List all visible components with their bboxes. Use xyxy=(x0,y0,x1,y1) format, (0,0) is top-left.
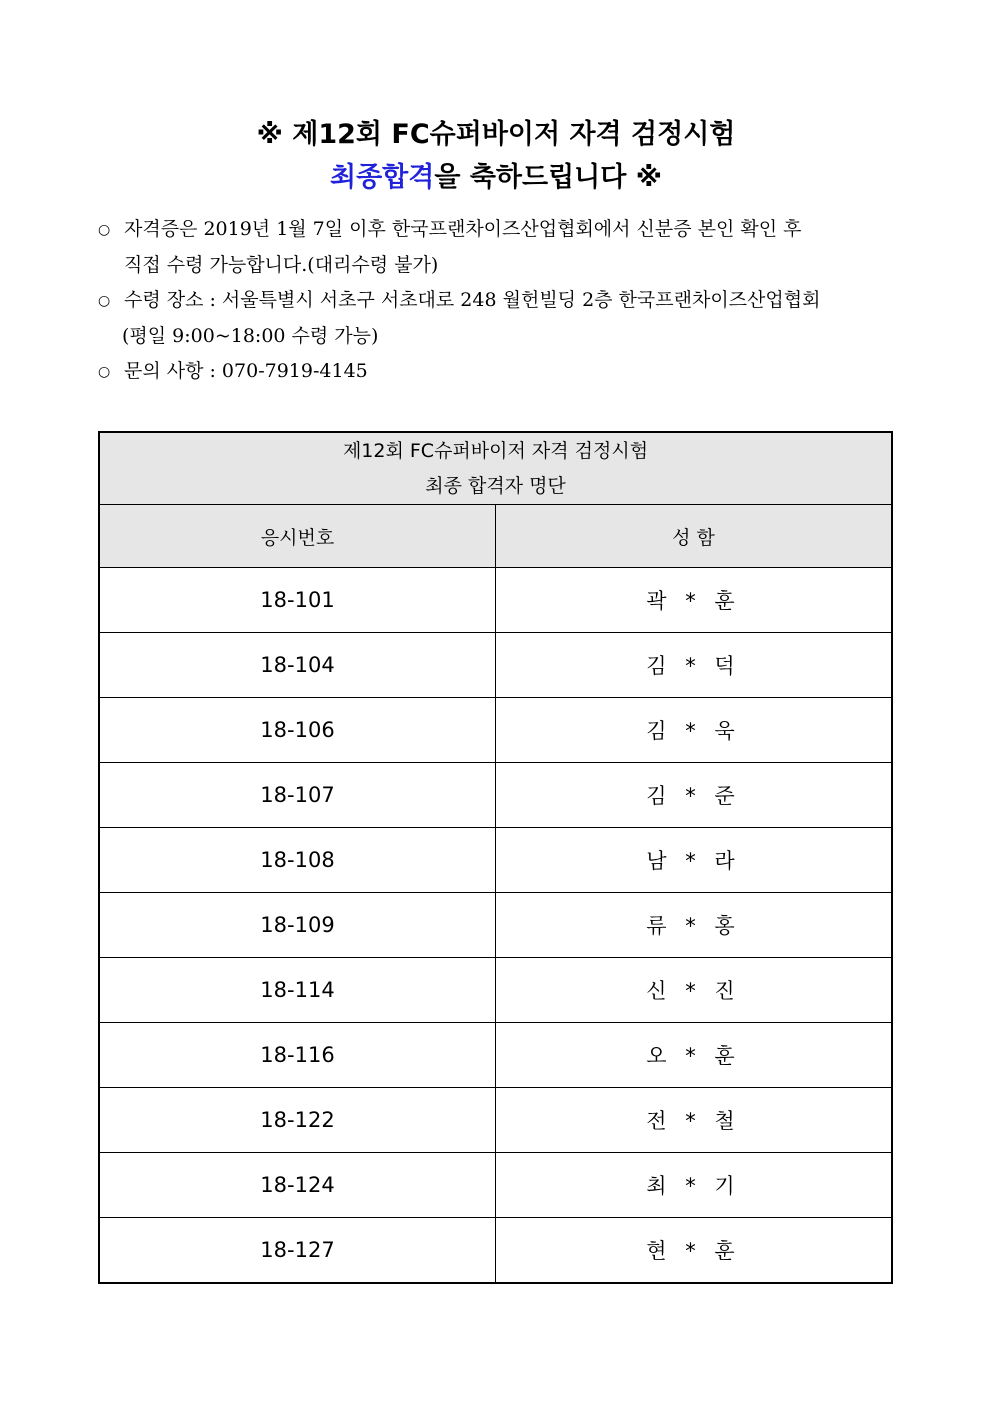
table-caption-line1: 제12회 FC슈퍼바이저 자격 검정시험 xyxy=(342,439,649,462)
table-row xyxy=(99,1218,892,1284)
exam-number-cell: 18-114 xyxy=(99,958,496,1023)
exam-number-cell: 18-104 xyxy=(99,633,496,698)
table-row xyxy=(99,958,892,1023)
name-cell: 김 * 욱 xyxy=(496,698,893,763)
table-row xyxy=(99,1023,892,1088)
exam-number-cell: 18-116 xyxy=(99,1023,496,1088)
table-row xyxy=(99,698,892,763)
table-row xyxy=(99,763,892,828)
exam-number-cell: 18-107 xyxy=(99,763,496,828)
name-cell: 김 * 덕 xyxy=(496,633,893,698)
name-cell: 곽 * 훈 xyxy=(496,568,893,633)
notice-item-certificate xyxy=(98,212,898,248)
notice-text: 수령 장소 : 서울특별시 서초구 서초대로 248 월헌빌딩 2층 한국프랜차이즈산업협회 xyxy=(124,289,821,311)
notice-text: 문의 사항 : 070-7919-4145 xyxy=(124,360,368,382)
name-cell: 전 * 철 xyxy=(496,1088,893,1153)
bullet-icon: ○ xyxy=(98,222,111,238)
table-caption xyxy=(99,432,892,505)
bullet-icon: ○ xyxy=(98,364,111,380)
name-cell: 김 * 준 xyxy=(496,763,893,828)
column-header-exam-number: 응시번호 xyxy=(99,505,496,568)
table-row xyxy=(99,633,892,698)
table-caption-line2: 최종 합격자 명단 xyxy=(425,474,566,497)
bullet-icon: ○ xyxy=(98,293,111,309)
table-row xyxy=(99,568,892,633)
table-row xyxy=(99,1153,892,1218)
table-row xyxy=(99,893,892,958)
exam-number-cell: 18-109 xyxy=(99,893,496,958)
notice-text: 자격증은 2019년 1월 7일 이후 한국프랜차이즈산업협회에서 신분증 본인 확인 후 xyxy=(124,218,802,240)
passer-roster-table xyxy=(98,431,893,1284)
page-title: ※ 제12회 FC슈퍼바이저 자격 검정시험 xyxy=(256,119,736,150)
table-row xyxy=(99,828,892,893)
name-cell: 신 * 진 xyxy=(496,958,893,1023)
column-header-name: 성 함 xyxy=(496,505,893,568)
notice-item-contact xyxy=(98,354,898,390)
exam-number-cell: 18-101 xyxy=(99,568,496,633)
name-cell: 류 * 홍 xyxy=(496,893,893,958)
name-cell: 최 * 기 xyxy=(496,1153,893,1218)
notice-item-location xyxy=(98,283,898,319)
exam-number-cell: 18-127 xyxy=(99,1218,496,1284)
exam-number-cell: 18-122 xyxy=(99,1088,496,1153)
exam-number-cell: 18-106 xyxy=(99,698,496,763)
exam-number-cell: 18-108 xyxy=(99,828,496,893)
page-subtitle xyxy=(0,155,992,194)
name-cell: 현 * 훈 xyxy=(496,1218,893,1284)
subtitle-highlight: 최종합격 xyxy=(330,162,435,193)
subtitle-rest: 을 축하드립니다 ※ xyxy=(434,162,662,193)
exam-number-cell: 18-124 xyxy=(99,1153,496,1218)
notice-text: 직접 수령 가능합니다.(대리수령 불가) xyxy=(124,254,439,276)
name-cell: 남 * 라 xyxy=(496,828,893,893)
table-row xyxy=(99,1088,892,1153)
notice-list xyxy=(98,212,898,390)
name-cell: 오 * 훈 xyxy=(496,1023,893,1088)
notice-item-location-cont xyxy=(98,319,898,354)
notice-text: (평일 9:00~18:00 수령 가능) xyxy=(122,325,379,347)
notice-item-certificate-cont xyxy=(98,248,898,283)
